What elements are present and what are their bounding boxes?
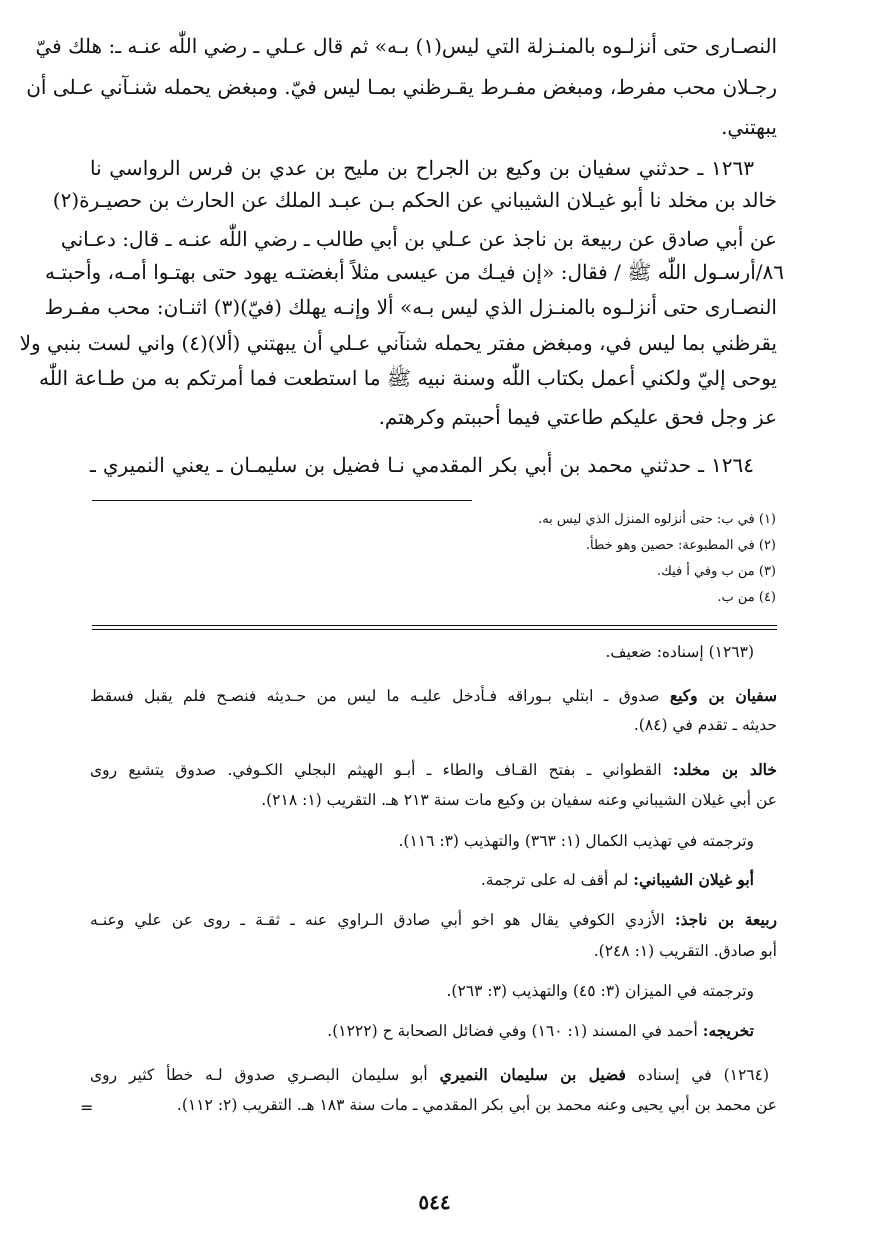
narrator-name: ربيعة بن ناجذ: <box>674 910 777 929</box>
commentary-line: عن محمد بن أبي يحيى وعنه محمد بن أبي بكر المقدمي ـ مات سنة ١٨٣ هـ. التقريب (٢: ١١٢). <box>176 1096 777 1114</box>
narrator-name: أبو غيلان الشيباني: <box>633 870 754 889</box>
main-text-line-with-folio: ٨٦/أرسـول اللّٰه ﷺ / فقال: «إن فيـك من عيسى مثلاً أبغضتـه يهود حتى بهتـوا أمـه، وأحبتـه <box>44 260 784 284</box>
hadith-1263-start: ١٢٦٣ ـ حدثني سفيان بن وكيع بن الجراح بن مليح بن عدي بن فرس الرواسي نا <box>90 156 754 180</box>
commentary-line: (١٢٦٣) إسناده: ضعيف. <box>605 643 754 661</box>
commentary-line: وترجمته في تهذيب الكمال (١: ٣٦٣) والتهذيب (٣: ١١٦). <box>398 832 754 850</box>
hadith-1264-start: ١٢٦٤ ـ حدثني محمد بن أبي بكر المقدمي نـا فضيل بن سليمـان ـ يعني النميري ـ <box>90 453 754 477</box>
commentary-line: تخريجه: أحمد في المسند (١: ١٦٠) وفي فضائل الصحابة ح (١٢٢٢). <box>327 1021 754 1040</box>
commentary-line: عن أبي غيلان الشيباني وعنه سفيان بن وكيع مات سنة ٢١٣ هـ. التقريب (١: ٢١٨). <box>261 791 777 809</box>
commentary-line: خالد بن مخلد: القطواني ـ بفتح القـاف والطاء ـ أبـو الهيثم البجلي الكـوفي. صدوق يتشيع روى <box>90 760 777 779</box>
footnote: (٣) من ب وفي أ فيك. <box>656 564 776 579</box>
commentary-line: وترجمته في الميزان (٣: ٤٥) والتهذيب (٣: ٢٦٣). <box>446 982 754 1000</box>
main-text-line: يبهتني. <box>721 115 777 139</box>
main-text-line: يوحى إليّ ولكني أعمل بكتاب اللّٰه وسنة نبيه ﷺ ما استطعت فما أمرتكم به من طـاعة اللّٰه <box>39 366 777 390</box>
continuation-mark: = <box>80 1098 94 1117</box>
commentary-line: حديثه ـ تقدم في (٨٤). <box>633 716 777 734</box>
narrator-name: خالد بن مخلد: <box>672 760 777 779</box>
narrator-name: سفيان بن وكيع <box>669 686 777 705</box>
main-text-line: عز وجل فحق عليكم طاعتي فيما أحببتم وكرهتم. <box>378 405 777 429</box>
commentary-line: أبو صادق. التقريب (١: ٢٤٨). <box>593 942 777 960</box>
commentary-line: أبو غيلان الشيباني: لم أقف له على ترجمة. <box>480 870 754 889</box>
commentary-line: ربيعة بن ناجذ: الأزدي الكوفي يقال هو اخو أبي صادق الـراوي عنه ـ ثقـة ـ روى عن علي وعنـه <box>90 910 777 929</box>
commentary-line: سفيان بن وكيع صدوق ـ ابتلي بـوراقه فـأدخل عليـه ما ليس من حـديثه فنصـح فلم يقبل فسقط <box>90 686 777 705</box>
main-text-line: النصـارى حتى أنزلـوه بالمنـزلة التي ليس(١) بـه» ثم قال عـلي ـ رضي اللّٰه عنـه ـ: هلك فيّ <box>35 34 777 58</box>
narrator-name: فضيل بن سليمان النميري <box>439 1065 626 1084</box>
commentary-line: (١٢٦٤) في إسناده فضيل بن سليمان النميري أبو سليمان البصـري صدوق لـه خطأ كثير روى <box>90 1065 769 1084</box>
footnote-separator <box>92 500 472 501</box>
main-text-line: رجـلان محب مفرط، ومبغض مفـرط يقـرظني بمـا ليس فيّ. ومبغض يحمله شنـآني عـلى أن <box>26 75 777 99</box>
footnote: (١) في ب: حتى أنزلوه المنزل الذي ليس به. <box>538 512 776 527</box>
section-label: تخريجه: <box>702 1021 754 1040</box>
main-text-line: عن أبي صادق عن ربيعة بن ناجذ عن عـلي بن أبي طالب ـ رضي اللّٰه عنـه ـ قال: دعـاني <box>60 227 777 251</box>
main-text-line: خالد بن مخلد نا أبو غيـلان الشيباني عن الحكم بـن عبـد الملك عن الحارث بن حصيـرة(٢) <box>52 188 777 212</box>
footnote: (٢) في المطبوعة: حصين وهو خطأ. <box>585 538 776 553</box>
commentary-separator <box>92 625 777 630</box>
page-number: ٥٤٤ <box>418 1190 451 1214</box>
footnote: (٤) من ب. <box>717 590 776 605</box>
main-text-line: يقرظني بما ليس في، ومبغض مفتر يحمله شنآني عـلي أن يبهتني (ألا)(٤) واني لست بنبي ولا <box>19 331 777 355</box>
main-text-line: النصـارى حتى أنزلـوه بالمنـزل الذي ليس بـه» ألا وإنـه يهلك (فيّ)(٣) اثنـان: محب مفـرط <box>44 295 777 319</box>
